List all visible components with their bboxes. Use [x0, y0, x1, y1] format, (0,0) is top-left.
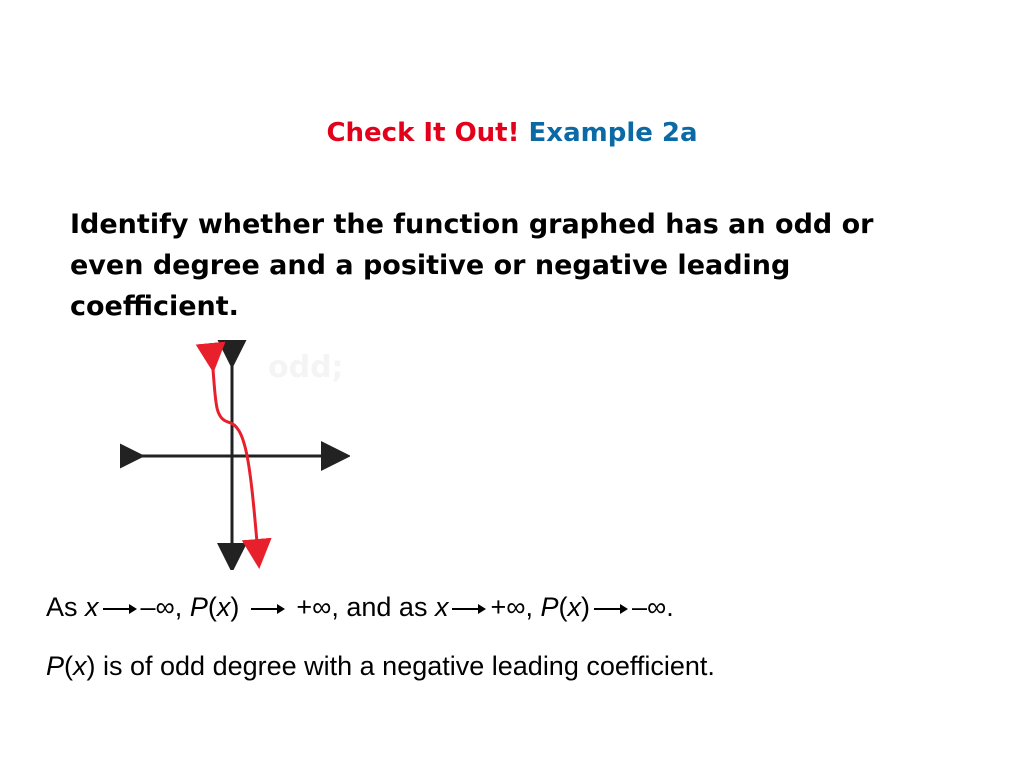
title-example: Example 2a — [528, 118, 698, 148]
arrow-icon — [103, 602, 137, 616]
function-graph — [120, 340, 350, 570]
question-prompt: Identify whether the function graphed has an odd or even degree and a positive or negative leading coefficient. — [70, 209, 874, 322]
arrow-icon — [452, 602, 486, 616]
title-check-it-out: Check It Out! — [326, 118, 520, 148]
end-behavior-line: As x –∞, P(x) +∞, and as x +∞, P(x) –∞. — [46, 592, 674, 622]
conclusion-line: P(x) is of odd degree with a negative leading coefficient. — [46, 651, 715, 681]
arrow-icon — [594, 602, 628, 616]
slide-title — [0, 118, 1024, 148]
ghost-text: odd; — [268, 350, 344, 385]
arrow-icon — [251, 602, 285, 616]
